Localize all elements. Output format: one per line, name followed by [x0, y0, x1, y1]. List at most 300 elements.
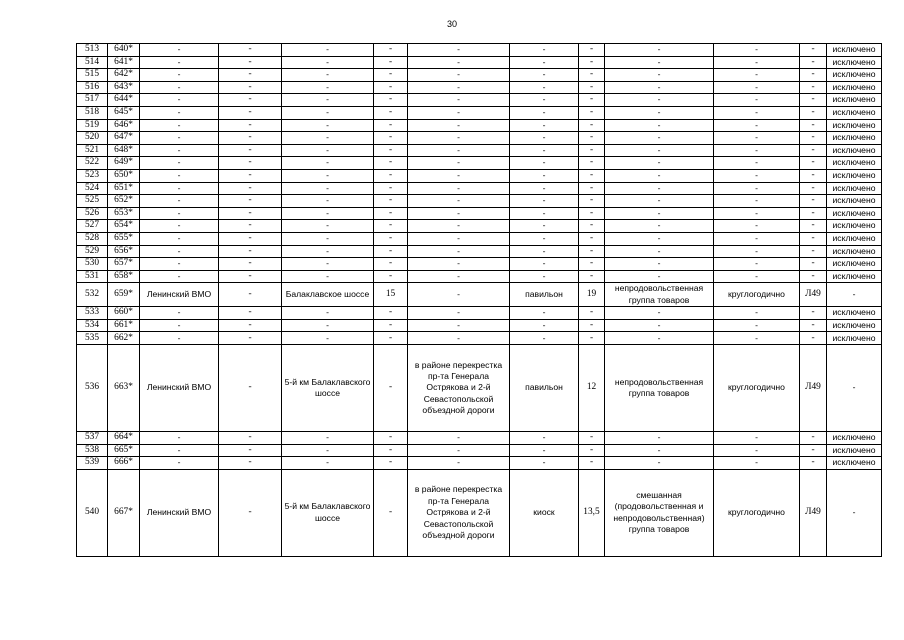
cell-landmark: -	[408, 457, 510, 470]
cell-object-type: -	[510, 319, 579, 332]
cell-house: -	[374, 332, 408, 345]
cell-row-number: 526	[77, 207, 108, 220]
cell-landmark: -	[408, 132, 510, 145]
cell-place: -	[219, 119, 282, 132]
cell-object-type: -	[510, 56, 579, 69]
cell-district: -	[140, 432, 219, 445]
cell-period: -	[714, 207, 800, 220]
cell-object-id: 661*	[108, 319, 140, 332]
cell-object-id: 654*	[108, 220, 140, 233]
cell-area: -	[579, 307, 605, 320]
cell-area: -	[579, 94, 605, 107]
cell-district: -	[140, 270, 219, 283]
cell-district: Ленинский ВМО	[140, 283, 219, 307]
cell-code: -	[800, 258, 827, 271]
cell-period: -	[714, 220, 800, 233]
cell-note: исключено	[827, 195, 882, 208]
table-row	[77, 283, 882, 307]
cell-area: -	[579, 258, 605, 271]
cell-code: -	[800, 144, 827, 157]
cell-specialization: -	[605, 94, 714, 107]
cell-object-id: 660*	[108, 307, 140, 320]
cell-specialization: -	[605, 270, 714, 283]
cell-area: -	[579, 332, 605, 345]
cell-specialization: смешанная (продовольственная и непродовольственная) группа товаров	[605, 469, 714, 556]
table-row	[77, 195, 882, 208]
cell-house: -	[374, 457, 408, 470]
cell-object-type: павильон	[510, 283, 579, 307]
cell-code: -	[800, 132, 827, 145]
cell-row-number: 540	[77, 469, 108, 556]
cell-area: -	[579, 56, 605, 69]
cell-place: -	[219, 283, 282, 307]
cell-district: -	[140, 444, 219, 457]
cell-object-type: -	[510, 81, 579, 94]
cell-specialization: -	[605, 56, 714, 69]
cell-place: -	[219, 220, 282, 233]
cell-landmark: -	[408, 270, 510, 283]
cell-object-id: 655*	[108, 232, 140, 245]
cell-place: -	[219, 144, 282, 157]
cell-specialization: -	[605, 182, 714, 195]
cell-period: -	[714, 457, 800, 470]
cell-object-id: 643*	[108, 81, 140, 94]
cell-period: -	[714, 195, 800, 208]
cell-area: -	[579, 207, 605, 220]
cell-street: -	[282, 444, 374, 457]
cell-district: -	[140, 332, 219, 345]
cell-district: -	[140, 245, 219, 258]
cell-house: -	[374, 469, 408, 556]
cell-note: -	[827, 469, 882, 556]
cell-house: -	[374, 119, 408, 132]
cell-district: -	[140, 94, 219, 107]
cell-area: -	[579, 444, 605, 457]
cell-object-id: 665*	[108, 444, 140, 457]
cell-street: -	[282, 232, 374, 245]
cell-code: -	[800, 332, 827, 345]
table-row	[77, 44, 882, 57]
cell-row-number: 534	[77, 319, 108, 332]
cell-period: -	[714, 258, 800, 271]
cell-object-id: 653*	[108, 207, 140, 220]
page-number: 30	[446, 19, 457, 29]
cell-note: исключено	[827, 319, 882, 332]
cell-row-number: 528	[77, 232, 108, 245]
cell-object-id: 644*	[108, 94, 140, 107]
cell-note: исключено	[827, 81, 882, 94]
cell-place: -	[219, 182, 282, 195]
cell-house: -	[374, 444, 408, 457]
cell-specialization: -	[605, 207, 714, 220]
cell-object-id: 651*	[108, 182, 140, 195]
cell-district: -	[140, 106, 219, 119]
cell-place: -	[219, 258, 282, 271]
cell-object-type: -	[510, 106, 579, 119]
cell-place: -	[219, 332, 282, 345]
cell-code: -	[800, 270, 827, 283]
table-row	[77, 270, 882, 283]
cell-object-type: -	[510, 119, 579, 132]
cell-row-number: 515	[77, 69, 108, 82]
cell-district: -	[140, 56, 219, 69]
cell-code: -	[800, 432, 827, 445]
cell-street: -	[282, 182, 374, 195]
cell-object-type: -	[510, 207, 579, 220]
cell-house: -	[374, 157, 408, 170]
cell-landmark: -	[408, 94, 510, 107]
cell-place: -	[219, 444, 282, 457]
cell-period: -	[714, 56, 800, 69]
cell-house: -	[374, 144, 408, 157]
cell-period: -	[714, 270, 800, 283]
cell-period: круглогодично	[714, 469, 800, 556]
cell-period: -	[714, 232, 800, 245]
cell-place: -	[219, 457, 282, 470]
cell-landmark: -	[408, 307, 510, 320]
cell-row-number: 522	[77, 157, 108, 170]
cell-specialization: непродовольственная группа товаров	[605, 345, 714, 432]
cell-street: -	[282, 207, 374, 220]
cell-area: -	[579, 319, 605, 332]
cell-street: Балаклавское шоссе	[282, 283, 374, 307]
cell-note: исключено	[827, 432, 882, 445]
cell-code: -	[800, 169, 827, 182]
cell-district: -	[140, 220, 219, 233]
cell-period: -	[714, 157, 800, 170]
cell-note: -	[827, 345, 882, 432]
cell-object-type: -	[510, 245, 579, 258]
cell-district: -	[140, 207, 219, 220]
cell-area: -	[579, 182, 605, 195]
cell-row-number: 531	[77, 270, 108, 283]
cell-street: -	[282, 44, 374, 57]
cell-object-type: -	[510, 332, 579, 345]
cell-note: исключено	[827, 307, 882, 320]
cell-period: -	[714, 69, 800, 82]
cell-code: -	[800, 195, 827, 208]
cell-landmark: -	[408, 319, 510, 332]
cell-note: исключено	[827, 56, 882, 69]
cell-landmark: -	[408, 56, 510, 69]
cell-specialization: -	[605, 132, 714, 145]
cell-period: круглогодично	[714, 345, 800, 432]
cell-street: -	[282, 132, 374, 145]
cell-object-id: 664*	[108, 432, 140, 445]
cell-object-id: 662*	[108, 332, 140, 345]
cell-house: -	[374, 319, 408, 332]
cell-area: -	[579, 144, 605, 157]
cell-street: -	[282, 245, 374, 258]
cell-district: -	[140, 157, 219, 170]
cell-place: -	[219, 56, 282, 69]
cell-landmark: -	[408, 283, 510, 307]
cell-code: -	[800, 245, 827, 258]
cell-specialization: -	[605, 245, 714, 258]
cell-landmark: -	[408, 69, 510, 82]
table-row	[77, 182, 882, 195]
cell-area: 13,5	[579, 469, 605, 556]
cell-row-number: 538	[77, 444, 108, 457]
table-row	[77, 319, 882, 332]
cell-period: -	[714, 132, 800, 145]
cell-house: -	[374, 270, 408, 283]
cell-period: -	[714, 119, 800, 132]
cell-place: -	[219, 432, 282, 445]
cell-code: -	[800, 157, 827, 170]
cell-period: -	[714, 44, 800, 57]
cell-street: -	[282, 258, 374, 271]
cell-object-id: 659*	[108, 283, 140, 307]
table-row	[77, 220, 882, 233]
cell-street: -	[282, 106, 374, 119]
cell-note: исключено	[827, 94, 882, 107]
cell-place: -	[219, 81, 282, 94]
cell-landmark: -	[408, 245, 510, 258]
cell-period: -	[714, 444, 800, 457]
cell-area: -	[579, 432, 605, 445]
cell-object-type: -	[510, 258, 579, 271]
cell-object-type: -	[510, 182, 579, 195]
cell-code: -	[800, 182, 827, 195]
cell-district: -	[140, 182, 219, 195]
cell-landmark: -	[408, 258, 510, 271]
cell-landmark: -	[408, 182, 510, 195]
cell-area: -	[579, 44, 605, 57]
cell-district: -	[140, 258, 219, 271]
cell-street: -	[282, 81, 374, 94]
cell-landmark: -	[408, 81, 510, 94]
cell-street: -	[282, 56, 374, 69]
cell-code: Л49	[800, 283, 827, 307]
cell-note: исключено	[827, 207, 882, 220]
cell-area: -	[579, 245, 605, 258]
cell-area: -	[579, 195, 605, 208]
cell-district: -	[140, 195, 219, 208]
cell-object-id: 656*	[108, 245, 140, 258]
cell-row-number: 521	[77, 144, 108, 157]
cell-district: -	[140, 119, 219, 132]
cell-period: -	[714, 332, 800, 345]
cell-code: -	[800, 457, 827, 470]
cell-code: Л49	[800, 345, 827, 432]
cell-note: исключено	[827, 444, 882, 457]
cell-object-id: 650*	[108, 169, 140, 182]
cell-house: -	[374, 345, 408, 432]
cell-object-type: -	[510, 94, 579, 107]
cell-street: -	[282, 69, 374, 82]
cell-object-type: павильон	[510, 345, 579, 432]
cell-district: -	[140, 132, 219, 145]
cell-street: -	[282, 432, 374, 445]
cell-specialization: -	[605, 220, 714, 233]
cell-landmark: -	[408, 106, 510, 119]
cell-landmark: -	[408, 195, 510, 208]
cell-house: -	[374, 56, 408, 69]
cell-object-type: -	[510, 195, 579, 208]
cell-note: исключено	[827, 132, 882, 145]
cell-place: -	[219, 270, 282, 283]
cell-district: Ленинский ВМО	[140, 345, 219, 432]
cell-street: -	[282, 307, 374, 320]
cell-row-number: 535	[77, 332, 108, 345]
cell-house: -	[374, 245, 408, 258]
cell-object-id: 663*	[108, 345, 140, 432]
cell-row-number: 513	[77, 44, 108, 57]
cell-note: исключено	[827, 144, 882, 157]
cell-specialization: -	[605, 144, 714, 157]
cell-row-number: 523	[77, 169, 108, 182]
cell-object-id: 641*	[108, 56, 140, 69]
cell-period: -	[714, 94, 800, 107]
cell-object-id: 646*	[108, 119, 140, 132]
cell-object-id: 642*	[108, 69, 140, 82]
cell-district: -	[140, 169, 219, 182]
cell-row-number: 537	[77, 432, 108, 445]
cell-row-number: 532	[77, 283, 108, 307]
cell-object-type: -	[510, 307, 579, 320]
cell-area: -	[579, 157, 605, 170]
cell-landmark: в районе перекрестка пр-та Генерала Острякова и 2-й Севастопольской объездной дороги	[408, 469, 510, 556]
cell-specialization: -	[605, 119, 714, 132]
cell-note: -	[827, 283, 882, 307]
cell-row-number: 516	[77, 81, 108, 94]
cell-code: -	[800, 220, 827, 233]
cell-note: исключено	[827, 106, 882, 119]
cell-period: -	[714, 432, 800, 445]
cell-landmark: -	[408, 220, 510, 233]
cell-object-id: 645*	[108, 106, 140, 119]
cell-house: 15	[374, 283, 408, 307]
cell-landmark: -	[408, 119, 510, 132]
cell-place: -	[219, 232, 282, 245]
cell-period: -	[714, 319, 800, 332]
cell-house: -	[374, 169, 408, 182]
cell-row-number: 525	[77, 195, 108, 208]
table-row	[77, 94, 882, 107]
cell-district: -	[140, 232, 219, 245]
cell-specialization: -	[605, 444, 714, 457]
cell-period: -	[714, 106, 800, 119]
cell-row-number: 529	[77, 245, 108, 258]
cell-place: -	[219, 207, 282, 220]
cell-area: 12	[579, 345, 605, 432]
cell-area: -	[579, 119, 605, 132]
table-row	[77, 132, 882, 145]
cell-code: -	[800, 81, 827, 94]
cell-row-number: 514	[77, 56, 108, 69]
cell-specialization: -	[605, 44, 714, 57]
cell-place: -	[219, 319, 282, 332]
table-row	[77, 144, 882, 157]
cell-area: -	[579, 106, 605, 119]
cell-place: -	[219, 106, 282, 119]
trade-objects-table	[76, 43, 882, 557]
cell-row-number: 517	[77, 94, 108, 107]
cell-district: Ленинский ВМО	[140, 469, 219, 556]
cell-object-id: 666*	[108, 457, 140, 470]
cell-code: -	[800, 444, 827, 457]
cell-row-number: 536	[77, 345, 108, 432]
cell-period: круглогодично	[714, 283, 800, 307]
cell-period: -	[714, 182, 800, 195]
cell-period: -	[714, 81, 800, 94]
cell-house: -	[374, 94, 408, 107]
cell-row-number: 520	[77, 132, 108, 145]
table-row	[77, 258, 882, 271]
table-row	[77, 457, 882, 470]
cell-house: -	[374, 432, 408, 445]
cell-area: -	[579, 169, 605, 182]
cell-district: -	[140, 319, 219, 332]
cell-district: -	[140, 44, 219, 57]
cell-specialization: -	[605, 432, 714, 445]
cell-street: -	[282, 144, 374, 157]
cell-code: -	[800, 307, 827, 320]
cell-district: -	[140, 144, 219, 157]
cell-area: -	[579, 81, 605, 94]
cell-object-type: -	[510, 44, 579, 57]
cell-code: -	[800, 94, 827, 107]
cell-object-id: 657*	[108, 258, 140, 271]
table-row	[77, 157, 882, 170]
cell-object-id: 647*	[108, 132, 140, 145]
cell-house: -	[374, 106, 408, 119]
cell-note: исключено	[827, 245, 882, 258]
cell-object-type: -	[510, 157, 579, 170]
cell-period: -	[714, 307, 800, 320]
cell-object-id: 652*	[108, 195, 140, 208]
cell-street: 5-й км Балаклавского шоссе	[282, 469, 374, 556]
cell-landmark: -	[408, 207, 510, 220]
cell-object-id: 648*	[108, 144, 140, 157]
cell-specialization: -	[605, 258, 714, 271]
cell-area: -	[579, 232, 605, 245]
cell-note: исключено	[827, 169, 882, 182]
cell-row-number: 527	[77, 220, 108, 233]
cell-note: исключено	[827, 220, 882, 233]
cell-district: -	[140, 69, 219, 82]
cell-code: -	[800, 232, 827, 245]
table-row	[77, 56, 882, 69]
cell-house: -	[374, 307, 408, 320]
cell-house: -	[374, 232, 408, 245]
cell-code: -	[800, 44, 827, 57]
cell-place: -	[219, 345, 282, 432]
cell-period: -	[714, 169, 800, 182]
cell-code: -	[800, 207, 827, 220]
cell-place: -	[219, 69, 282, 82]
cell-code: -	[800, 56, 827, 69]
cell-object-type: -	[510, 69, 579, 82]
table-row	[77, 69, 882, 82]
table-row	[77, 169, 882, 182]
cell-district: -	[140, 81, 219, 94]
table-row	[77, 207, 882, 220]
table-row	[77, 332, 882, 345]
cell-specialization: непродовольственная группа товаров	[605, 283, 714, 307]
cell-specialization: -	[605, 69, 714, 82]
cell-note: исключено	[827, 69, 882, 82]
cell-landmark: -	[408, 157, 510, 170]
cell-area: 19	[579, 283, 605, 307]
cell-landmark: -	[408, 44, 510, 57]
cell-street: -	[282, 457, 374, 470]
cell-row-number: 519	[77, 119, 108, 132]
cell-code: -	[800, 69, 827, 82]
cell-place: -	[219, 195, 282, 208]
cell-landmark: -	[408, 444, 510, 457]
